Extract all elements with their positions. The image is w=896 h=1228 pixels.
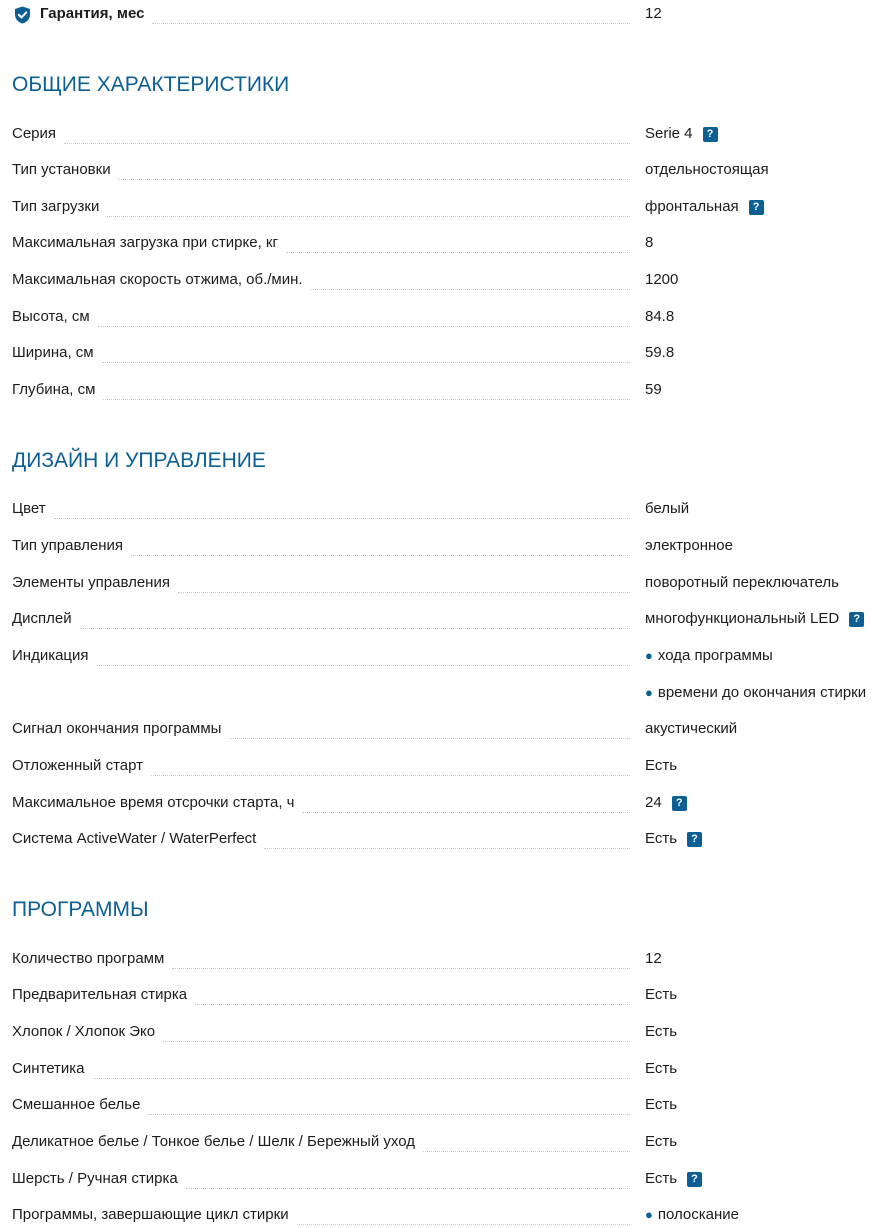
spec-value-wrap bbox=[645, 950, 662, 968]
spec-value-wrap bbox=[645, 986, 677, 1004]
dotted-leader bbox=[302, 812, 630, 813]
spec-value: Есть bbox=[645, 1133, 678, 1150]
spec-value-wrap bbox=[645, 537, 733, 555]
warranty-row bbox=[12, 4, 896, 24]
spec-value-wrap bbox=[645, 1023, 677, 1041]
spec-value-wrap bbox=[645, 757, 677, 775]
spec-label: Хлопок / Хлопок Эко bbox=[12, 1023, 156, 1040]
warranty-label bbox=[40, 5, 144, 23]
spec-row bbox=[12, 646, 896, 701]
spec-value: времени до окончания стирки bbox=[657, 684, 867, 701]
spec-value: Есть bbox=[645, 1023, 678, 1040]
dotted-leader bbox=[103, 399, 630, 400]
spec-row bbox=[12, 380, 896, 400]
spec-value: 84.8 bbox=[645, 308, 675, 325]
spec-value-wrap bbox=[645, 344, 674, 362]
dotted-leader bbox=[148, 1114, 630, 1115]
spec-row bbox=[12, 233, 896, 253]
dotted-leader bbox=[152, 23, 630, 24]
spec-row bbox=[12, 756, 896, 776]
spec-label: Программы, завершающие цикл стирки bbox=[12, 1206, 289, 1223]
spec-value-wrap bbox=[645, 234, 653, 252]
spec-value: 59 bbox=[645, 381, 662, 398]
bullet-icon: ● bbox=[645, 685, 653, 700]
spec-row bbox=[12, 949, 896, 969]
dotted-leader bbox=[98, 326, 630, 327]
section-title: ДИЗАЙН И УПРАВЛЕНИЕ bbox=[12, 449, 266, 472]
spec-value-wrap bbox=[645, 198, 764, 216]
spec-value-wrap bbox=[645, 1170, 702, 1188]
spec-row bbox=[12, 1132, 896, 1152]
spec-value: отдельностоящая bbox=[645, 161, 769, 178]
spec-label: Серия bbox=[12, 125, 57, 142]
dotted-leader bbox=[172, 968, 630, 969]
spec-label: Дисплей bbox=[12, 610, 72, 627]
spec-label: Шерсть / Ручная стирка bbox=[12, 1170, 178, 1187]
spec-row bbox=[12, 307, 896, 327]
dotted-leader bbox=[423, 1151, 630, 1152]
spec-value: хода программы bbox=[657, 647, 773, 664]
dotted-leader bbox=[163, 1041, 630, 1042]
spec-value: фронтальная bbox=[645, 198, 739, 215]
dotted-leader bbox=[264, 848, 630, 849]
spec-label: Максимальное время отсрочки старта, ч bbox=[12, 794, 295, 811]
help-icon[interactable]: ? bbox=[687, 832, 702, 847]
spec-row bbox=[12, 499, 896, 519]
spec-value: 1200 bbox=[645, 271, 679, 288]
spec-value: акустический bbox=[645, 720, 738, 737]
spec-value: 24 bbox=[645, 794, 662, 811]
spec-label: Ширина, см bbox=[12, 344, 94, 361]
spec-value-wrap bbox=[645, 1060, 677, 1078]
spec-value-bullet bbox=[645, 684, 866, 702]
dotted-leader bbox=[311, 289, 630, 290]
spec-value: 12 bbox=[645, 950, 662, 967]
spec-value: полоскание bbox=[657, 1206, 739, 1223]
spec-label: Максимальная скорость отжима, об./мин. bbox=[12, 271, 303, 288]
spec-label: Деликатное белье / Тонкое белье / Шелк / Бережный уход bbox=[12, 1133, 415, 1150]
spec-value: Есть bbox=[645, 830, 678, 847]
help-icon[interactable]: ? bbox=[749, 200, 764, 215]
spec-label: Глубина, см bbox=[12, 381, 96, 398]
dotted-leader bbox=[151, 775, 630, 776]
spec-label: Тип загрузки bbox=[12, 198, 100, 215]
spec-row bbox=[12, 124, 896, 144]
help-icon[interactable]: ? bbox=[672, 796, 687, 811]
dotted-leader bbox=[102, 362, 630, 363]
spec-value-wrap bbox=[645, 610, 864, 628]
spec-value-wrap bbox=[645, 381, 662, 399]
spec-value-wrap bbox=[645, 271, 678, 289]
spec-label: Максимальная загрузка при стирке, кг bbox=[12, 234, 278, 251]
spec-row bbox=[12, 270, 896, 290]
dotted-leader bbox=[229, 738, 630, 739]
dotted-leader bbox=[80, 628, 630, 629]
spec-label: Тип установки bbox=[12, 161, 111, 178]
spec-label: Количество программ bbox=[12, 950, 165, 967]
spec-value: Есть bbox=[645, 1170, 678, 1187]
spec-value: Serie 4 bbox=[645, 125, 693, 142]
spec-value-wrap bbox=[645, 830, 702, 848]
spec-row bbox=[12, 343, 896, 363]
spec-value-bullet bbox=[645, 647, 773, 665]
spec-row bbox=[12, 573, 896, 593]
dotted-leader bbox=[297, 1224, 630, 1225]
help-icon[interactable]: ? bbox=[687, 1172, 702, 1187]
spec-row bbox=[12, 1169, 896, 1189]
spec-row bbox=[12, 1059, 896, 1079]
shield-check-icon bbox=[14, 6, 31, 28]
spec-label: Система ActiveWater / WaterPerfect bbox=[12, 830, 257, 847]
bullet-icon: ● bbox=[645, 1207, 653, 1222]
spec-value: электронное bbox=[645, 537, 733, 554]
spec-row bbox=[12, 160, 896, 180]
spec-row bbox=[12, 1205, 896, 1225]
spec-value-wrap bbox=[645, 500, 689, 518]
spec-row bbox=[12, 719, 896, 739]
bullet-icon: ● bbox=[645, 648, 653, 663]
dotted-leader bbox=[97, 665, 630, 666]
dotted-leader bbox=[54, 518, 630, 519]
spec-value: поворотный переключатель bbox=[645, 574, 839, 591]
spec-label: Тип управления bbox=[12, 537, 123, 554]
spec-row bbox=[12, 793, 896, 813]
spec-row bbox=[12, 1095, 896, 1115]
spec-label: Высота, см bbox=[12, 308, 90, 325]
spec-value: белый bbox=[645, 500, 690, 517]
spec-value: многофункциональный LED bbox=[645, 610, 840, 627]
dotted-leader bbox=[131, 555, 630, 556]
spec-value: Есть bbox=[645, 757, 678, 774]
spec-label: Синтетика bbox=[12, 1060, 85, 1077]
spec-value-wrap bbox=[645, 574, 839, 592]
help-icon[interactable]: ? bbox=[703, 127, 718, 142]
spec-label: Индикация bbox=[12, 647, 89, 664]
spec-value-wrap bbox=[645, 308, 674, 326]
spec-label: Сигнал окончания программы bbox=[12, 720, 222, 737]
spec-row bbox=[12, 829, 896, 849]
spec-value: Есть bbox=[645, 1096, 678, 1113]
dotted-leader bbox=[195, 1004, 630, 1005]
dotted-leader bbox=[119, 179, 630, 180]
spec-value: Есть bbox=[645, 1060, 678, 1077]
spec-value-bullet bbox=[645, 1206, 739, 1224]
spec-label: Смешанное белье bbox=[12, 1096, 141, 1113]
dotted-leader bbox=[286, 252, 630, 253]
spec-label: Цвет bbox=[12, 500, 46, 517]
spec-row bbox=[12, 197, 896, 217]
spec-value-wrap bbox=[645, 794, 687, 812]
spec-value-wrap bbox=[645, 1133, 677, 1151]
spec-value: 59.8 bbox=[645, 344, 675, 361]
section-title: ОБЩИЕ ХАРАКТЕРИСТИКИ bbox=[12, 73, 290, 96]
spec-row bbox=[12, 609, 896, 629]
spec-row bbox=[12, 1022, 896, 1042]
warranty-value: 12 bbox=[645, 5, 662, 22]
spec-label: Отложенный старт bbox=[12, 757, 144, 774]
dotted-leader bbox=[64, 143, 630, 144]
spec-row bbox=[12, 985, 896, 1005]
spec-value: 8 bbox=[645, 234, 654, 251]
spec-row bbox=[12, 536, 896, 556]
spec-value-wrap bbox=[645, 125, 718, 143]
warranty-label-text: Гарантия, мес bbox=[40, 5, 145, 22]
spec-label: Элементы управления bbox=[12, 574, 170, 591]
help-icon[interactable]: ? bbox=[849, 612, 864, 627]
spec-value-wrap bbox=[645, 1096, 677, 1114]
spec-value-wrap bbox=[645, 161, 769, 179]
dotted-leader bbox=[178, 592, 630, 593]
dotted-leader bbox=[93, 1078, 630, 1079]
dotted-leader bbox=[186, 1188, 630, 1189]
spec-label: Предварительная стирка bbox=[12, 986, 188, 1003]
section-title: ПРОГРАММЫ bbox=[12, 898, 149, 921]
spec-value-wrap bbox=[645, 720, 737, 738]
dotted-leader bbox=[107, 216, 630, 217]
spec-value: Есть bbox=[645, 986, 678, 1003]
